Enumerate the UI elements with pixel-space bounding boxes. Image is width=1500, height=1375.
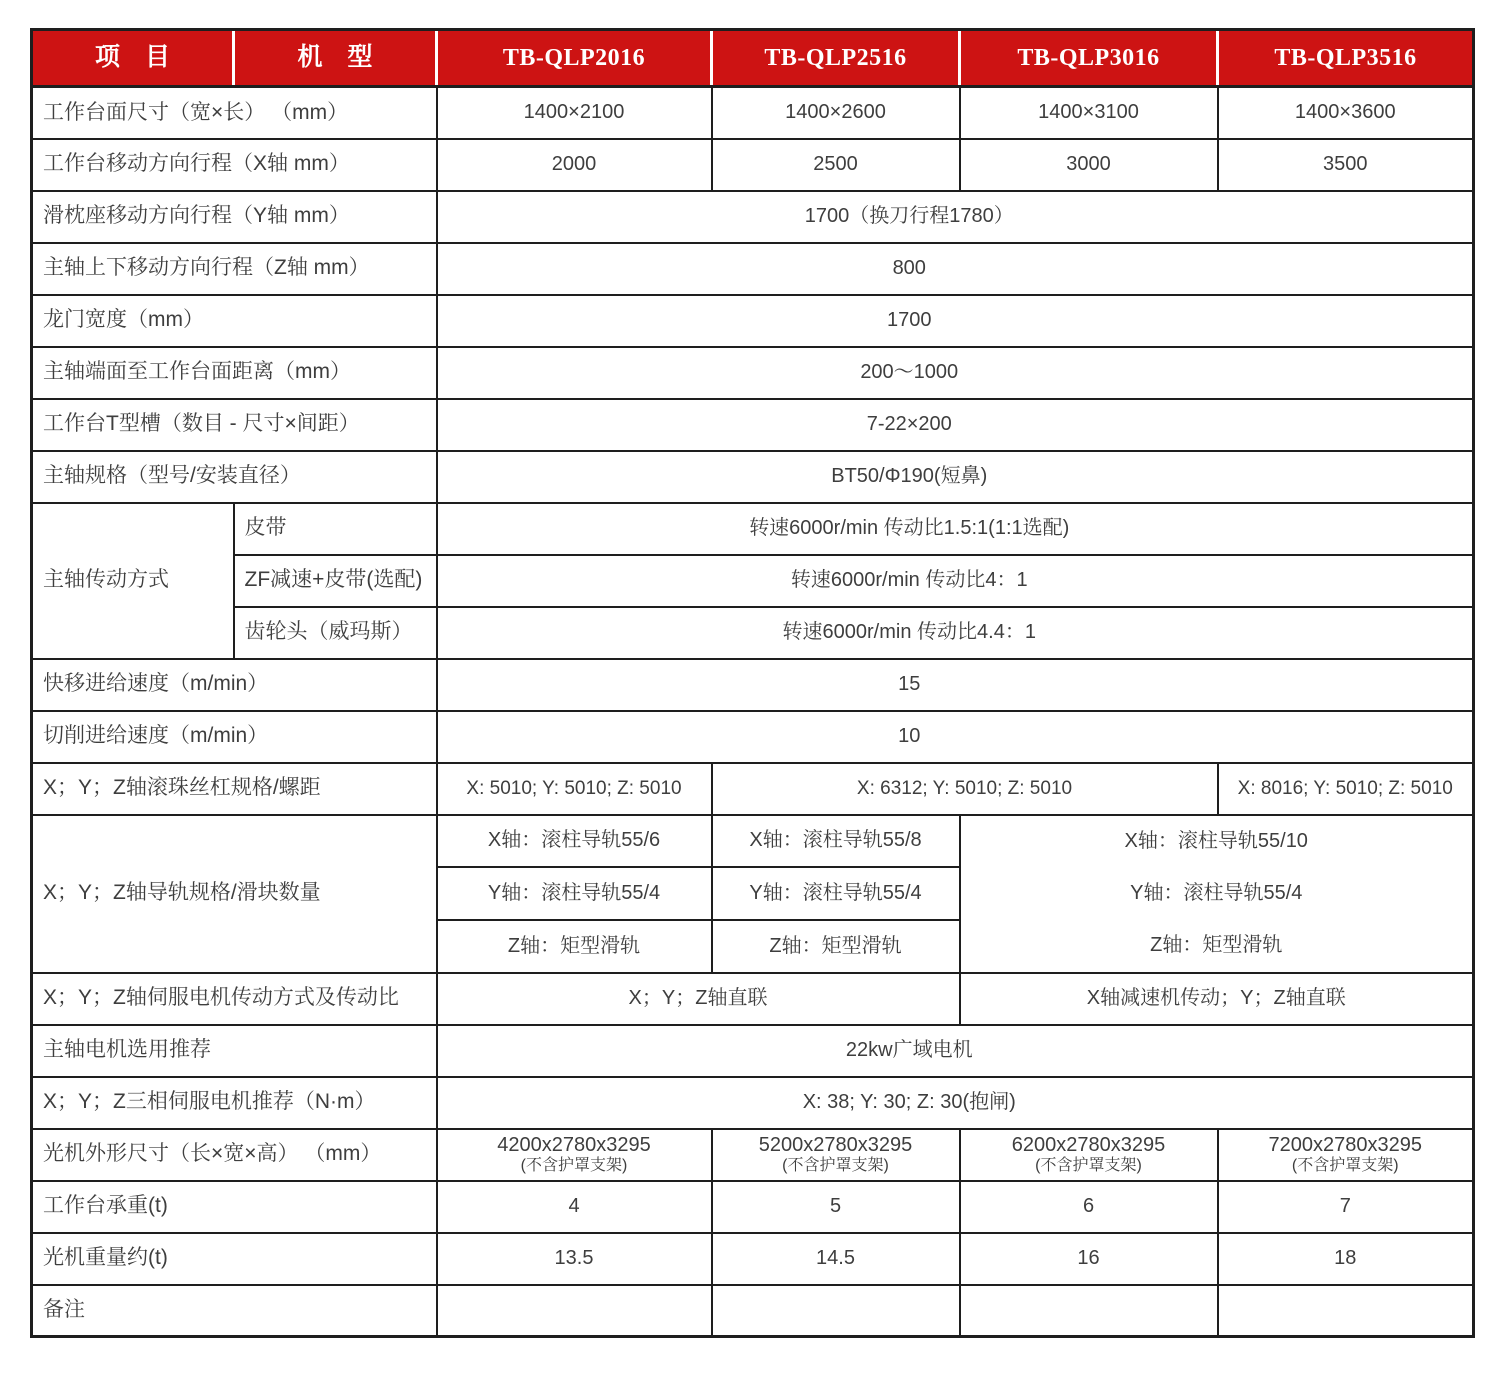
value-cutting-feed: 10 [437, 711, 1474, 763]
value-guide-rail-z-3-4: Z轴：矩型滑轨 [1150, 934, 1283, 956]
dimension-note: (不含护罩支架) [520, 1157, 628, 1175]
value-guide-rail-x-3-4: X轴：滚柱导轨55/10 [1124, 830, 1308, 852]
value-spindle-motor: 22kw广域电机 [437, 1025, 1474, 1077]
value-ballscrew-1: X: 5010; Y: 5010; Z: 5010 [437, 763, 712, 815]
header-row [32, 30, 1474, 87]
label-spindle-drive: 主轴传动方式 [32, 503, 234, 659]
header-model-tbqlp2516: TB-QLP2516 [712, 30, 960, 87]
row-gantry-width [32, 295, 1474, 347]
dimension-value: 5200x2780x3295 [758, 1134, 913, 1157]
value-ballscrew-4: X: 8016; Y: 5010; Z: 5010 [1218, 763, 1474, 815]
label-y-travel: 滑枕座移动方向行程（Y轴 mm） [32, 191, 437, 243]
value-x-travel-3: 3000 [960, 139, 1218, 191]
label-servo-motor-torque: X；Y；Z三相伺服电机推荐（N·m） [32, 1077, 437, 1129]
value-remarks-1 [437, 1285, 712, 1337]
row-spindle-drive-gear [32, 607, 1474, 659]
label-spindle-drive-gear: 齿轮头（威玛斯） [234, 607, 437, 659]
row-machine-weight [32, 1233, 1474, 1285]
label-rapid-feed: 快移进给速度（m/min） [32, 659, 437, 711]
row-guide-rail-x [32, 815, 1474, 868]
value-servo-motor-torque: X: 38; Y: 30; Z: 30(抱闸) [437, 1077, 1474, 1129]
value-spindle-spec: BT50/Φ190(短鼻) [437, 451, 1474, 503]
value-machine-weight-1: 13.5 [437, 1233, 712, 1285]
row-spindle-drive-belt [32, 503, 1474, 555]
header-model-tbqlp2016: TB-QLP2016 [437, 30, 712, 87]
dimension-note: (不含护罩支架) [1291, 1157, 1399, 1175]
value-remarks-2 [712, 1285, 960, 1337]
value-guide-rail-y-3-4: Y轴：滚柱导轨55/4 [1130, 882, 1303, 904]
label-machine-weight: 光机重量约(t) [32, 1233, 437, 1285]
value-machine-dimensions-3 [960, 1129, 1218, 1181]
label-spindle-motor: 主轴电机选用推荐 [32, 1025, 437, 1077]
value-machine-weight-2: 14.5 [712, 1233, 960, 1285]
value-guide-rail-y-1: Y轴：滚柱导轨55/4 [437, 867, 712, 920]
value-spindle-drive-gear: 转速6000r/min 传动比4.4：1 [437, 607, 1474, 659]
row-spindle-spec [32, 451, 1474, 503]
label-spindle-drive-zf: ZF减速+皮带(选配) [234, 555, 437, 607]
value-worktable-size-4: 1400×3600 [1218, 87, 1474, 139]
label-worktable-size: 工作台面尺寸（宽×长） （mm） [32, 87, 437, 139]
spec-table [30, 28, 1475, 1338]
value-z-travel: 800 [437, 243, 1474, 295]
value-remarks-4 [1218, 1285, 1474, 1337]
dimension-note: (不含护罩支架) [1035, 1157, 1142, 1175]
label-spindle-face-to-table: 主轴端面至工作台面距离（mm） [32, 347, 437, 399]
dimension-value: 6200x2780x3295 [1011, 1134, 1166, 1157]
row-machine-dimensions [32, 1129, 1474, 1181]
row-ballscrew [32, 763, 1474, 815]
value-guide-rail-y-2: Y轴：滚柱导轨55/4 [712, 867, 960, 920]
label-x-travel: 工作台移动方向行程（X轴 mm） [32, 139, 437, 191]
label-spindle-spec: 主轴规格（型号/安装直径） [32, 451, 437, 503]
label-cutting-feed: 切削进给速度（m/min） [32, 711, 437, 763]
label-spindle-drive-belt: 皮带 [234, 503, 437, 555]
value-x-travel-2: 2500 [712, 139, 960, 191]
value-x-travel-4: 3500 [1218, 139, 1474, 191]
header-model: 机 型 [234, 30, 437, 87]
value-t-slot: 7-22×200 [437, 399, 1474, 451]
label-t-slot: 工作台T型槽（数目 - 尺寸×间距） [32, 399, 437, 451]
label-gantry-width: 龙门宽度（mm） [32, 295, 437, 347]
label-remarks: 备注 [32, 1285, 437, 1337]
value-gantry-width: 1700 [437, 295, 1474, 347]
row-table-load [32, 1181, 1474, 1233]
header-model-tbqlp3516: TB-QLP3516 [1218, 30, 1474, 87]
value-ballscrew-2-3: X: 6312; Y: 5010; Z: 5010 [712, 763, 1218, 815]
row-servo-drive [32, 973, 1474, 1025]
value-rapid-feed: 15 [437, 659, 1474, 711]
row-y-travel [32, 191, 1474, 243]
value-table-load-2: 5 [712, 1181, 960, 1233]
value-table-load-3: 6 [960, 1181, 1218, 1233]
value-servo-drive-3-4: X轴减速机传动；Y；Z轴直联 [960, 973, 1474, 1025]
label-guide-rail: X；Y；Z轴导轨规格/滑块数量 [32, 815, 437, 973]
dimension-value: 4200x2780x3295 [497, 1134, 651, 1157]
value-machine-weight-3: 16 [960, 1233, 1218, 1285]
row-x-travel [32, 139, 1474, 191]
label-servo-drive: X；Y；Z轴伺服电机传动方式及传动比 [32, 973, 437, 1025]
value-table-load-1: 4 [437, 1181, 712, 1233]
row-z-travel [32, 243, 1474, 295]
value-remarks-3 [960, 1285, 1218, 1337]
value-machine-weight-4: 18 [1218, 1233, 1474, 1285]
value-guide-rail-x-2: X轴：滚柱导轨55/8 [712, 815, 960, 868]
label-ballscrew: X；Y；Z轴滚珠丝杠规格/螺距 [32, 763, 437, 815]
row-servo-motor-torque [32, 1077, 1474, 1129]
row-spindle-face-to-table [32, 347, 1474, 399]
header-model-tbqlp3016: TB-QLP3016 [960, 30, 1218, 87]
value-guide-rail-3-4 [960, 815, 1474, 973]
value-spindle-drive-belt: 转速6000r/min 传动比1.5:1(1:1选配) [437, 503, 1474, 555]
label-table-load: 工作台承重(t) [32, 1181, 437, 1233]
row-spindle-drive-zf [32, 555, 1474, 607]
value-machine-dimensions-4 [1218, 1129, 1474, 1181]
value-guide-rail-z-2: Z轴：矩型滑轨 [712, 920, 960, 973]
value-guide-rail-z-1: Z轴：矩型滑轨 [437, 920, 712, 973]
value-y-travel: 1700（换刀行程1780） [437, 191, 1474, 243]
value-spindle-drive-zf: 转速6000r/min 传动比4：1 [437, 555, 1474, 607]
value-x-travel-1: 2000 [437, 139, 712, 191]
value-machine-dimensions-1 [437, 1129, 712, 1181]
dimension-note: (不含护罩支架) [782, 1157, 889, 1175]
value-worktable-size-2: 1400×2600 [712, 87, 960, 139]
value-worktable-size-3: 1400×3100 [960, 87, 1218, 139]
header-item: 项 目 [32, 30, 234, 87]
row-spindle-motor [32, 1025, 1474, 1077]
value-machine-dimensions-2 [712, 1129, 960, 1181]
value-guide-rail-x-1: X轴：滚柱导轨55/6 [437, 815, 712, 868]
label-machine-dimensions: 光机外形尺寸（长×宽×高） （mm） [32, 1129, 437, 1181]
row-worktable-size [32, 87, 1474, 139]
row-rapid-feed [32, 659, 1474, 711]
row-remarks [32, 1285, 1474, 1337]
label-z-travel: 主轴上下移动方向行程（Z轴 mm） [32, 243, 437, 295]
row-cutting-feed [32, 711, 1474, 763]
value-servo-drive-1-2: X；Y；Z轴直联 [437, 973, 960, 1025]
value-spindle-face-to-table: 200～1000 [437, 347, 1474, 399]
row-t-slot [32, 399, 1474, 451]
dimension-value: 7200x2780x3295 [1268, 1134, 1422, 1157]
value-table-load-4: 7 [1218, 1181, 1474, 1233]
value-worktable-size-1: 1400×2100 [437, 87, 712, 139]
